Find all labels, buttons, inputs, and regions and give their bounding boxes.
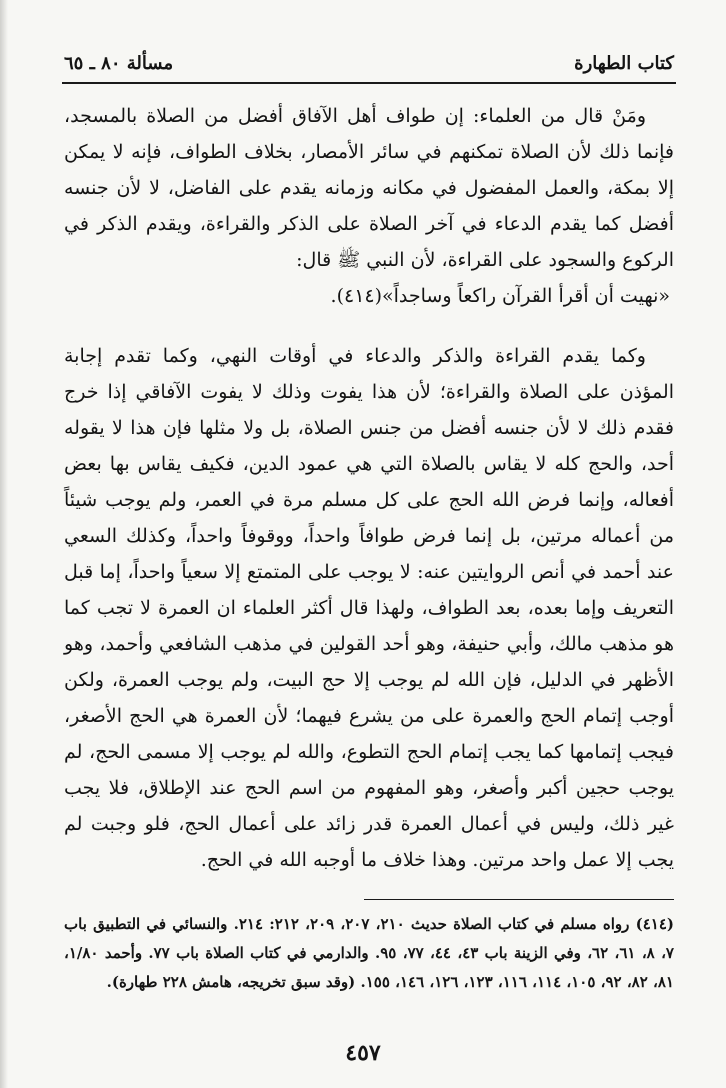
page-number: ٤٥٧ [345, 1040, 381, 1066]
footnote [64, 910, 674, 997]
paragraph-1: ومَنْ قال من العلماء: إن طواف أهل الآفاق أفضل من الصلاة بالمسجد، فإنما ذلك لأن الصلاة تمكنهم في سائر الأمصار، بخلاف الطواف، فإنه لا يمكن إلا بمكة، والعمل المفضول في مكانه وزمانه يقدم على الفاضل، لا لأن جنسه أفضل كما يقدم الدعاء في آخر الصلاة على الذكر والقراءة، ويقدم الذكر في الركوع والسجود على القراءة، لأن النبي ﷺ قال: [64, 105, 674, 271]
main-text [64, 98, 674, 878]
chapter-title: كتاب الطهارة [574, 53, 674, 74]
page-edge-shadow [0, 0, 8, 1088]
footnote-414: (٤١٤) رواه مسلم في كتاب الصلاة حديث ٢١٠، ٢٠٧، ٢٠٩، ٢١٢: ٢١٤. والنسائي في التطبيق باب ٧، ٨، ٦١، ٦٢، وفي الزينة باب ٤٣، ٤٤، ٧٧، ٩٥. والدارمي في كتاب الصلاة باب ٧٧. وأحمد ١/٨٠، ٨١، ٨٢، ٩٢، ١٠٥، ١١٤، ١١٦، ١٢٣، ١٢٦، ١٤٦، ١٥٥. (وقد سبق تخريجه، هامش ٢٢٨ طهارة). [64, 915, 674, 991]
hadith-quote: «نهيت أن أقرأ القرآن راكعاً وساجداً»(٤١٤). [330, 285, 670, 307]
header-rule [62, 82, 676, 84]
paragraph-2: وكما يقدم القراءة والذكر والدعاء في أوقات النهي، وكما تقدم إجابة المؤذن على الصلاة والقراءة؛ لأن هذا يفوت وذلك لا يفوت الآفاقي إذا خرج فقدم ذلك لا لأن جنسه أفضل من جنس الصلاة، بل ولا مثلها فإن هذا لا يقوله أحد، والحج كله لا يقاس بالصلاة التي هي عمود الدين، فكيف يقاس بها بعض أفعاله، وإنما فرض الله الحج على كل مسلم مرة في العمر، ولم يوجب شيئاً من أعماله مرتين، بل إنما فرض طوافاً واحداً، ووقوفاً واحداً، وكذلك السعي عند أحمد في أنص الروايتين عنه: لا يوجب على المتمتع إلا سعياً واحداً، إما قبل التعريف وإما بعده، بعد الطواف، ولهذا قال أكثر العلماء ان العمرة لا تجب كما هو مذهب مالك، وأبي حنيفة، وهو أحد القولين في مذهب الشافعي وأحمد، وهو الأظهر في الدليل، فإن الله لم يوجب إلا حج البيت، ولم يوجب العمرة، ولكن أوجب إتمام الحج والعمرة على من يشرع فيهما؛ لأن العمرة هي الحج الأصغر، فيجب إتمامها كما يجب إتمام الحج التطوع، والله لم يوجب إلا مسمى الحج، لم يوجب حجين أكبر وأصغر، وهو المفهوم من اسم الحج عند الإطلاق، فلا يجب غير ذلك، وليس في أعمال العمرة قدر زائد على أعمال الحج، فلو وجبت لم يجب إلا عمل واحد مرتين. وهذا خلاف ما أوجبه الله في الحج. [64, 345, 674, 871]
issue-range: مسألة ٨٠ ـ ٦٥ [64, 53, 174, 74]
footnote-rule [364, 899, 674, 900]
running-header [64, 44, 674, 74]
